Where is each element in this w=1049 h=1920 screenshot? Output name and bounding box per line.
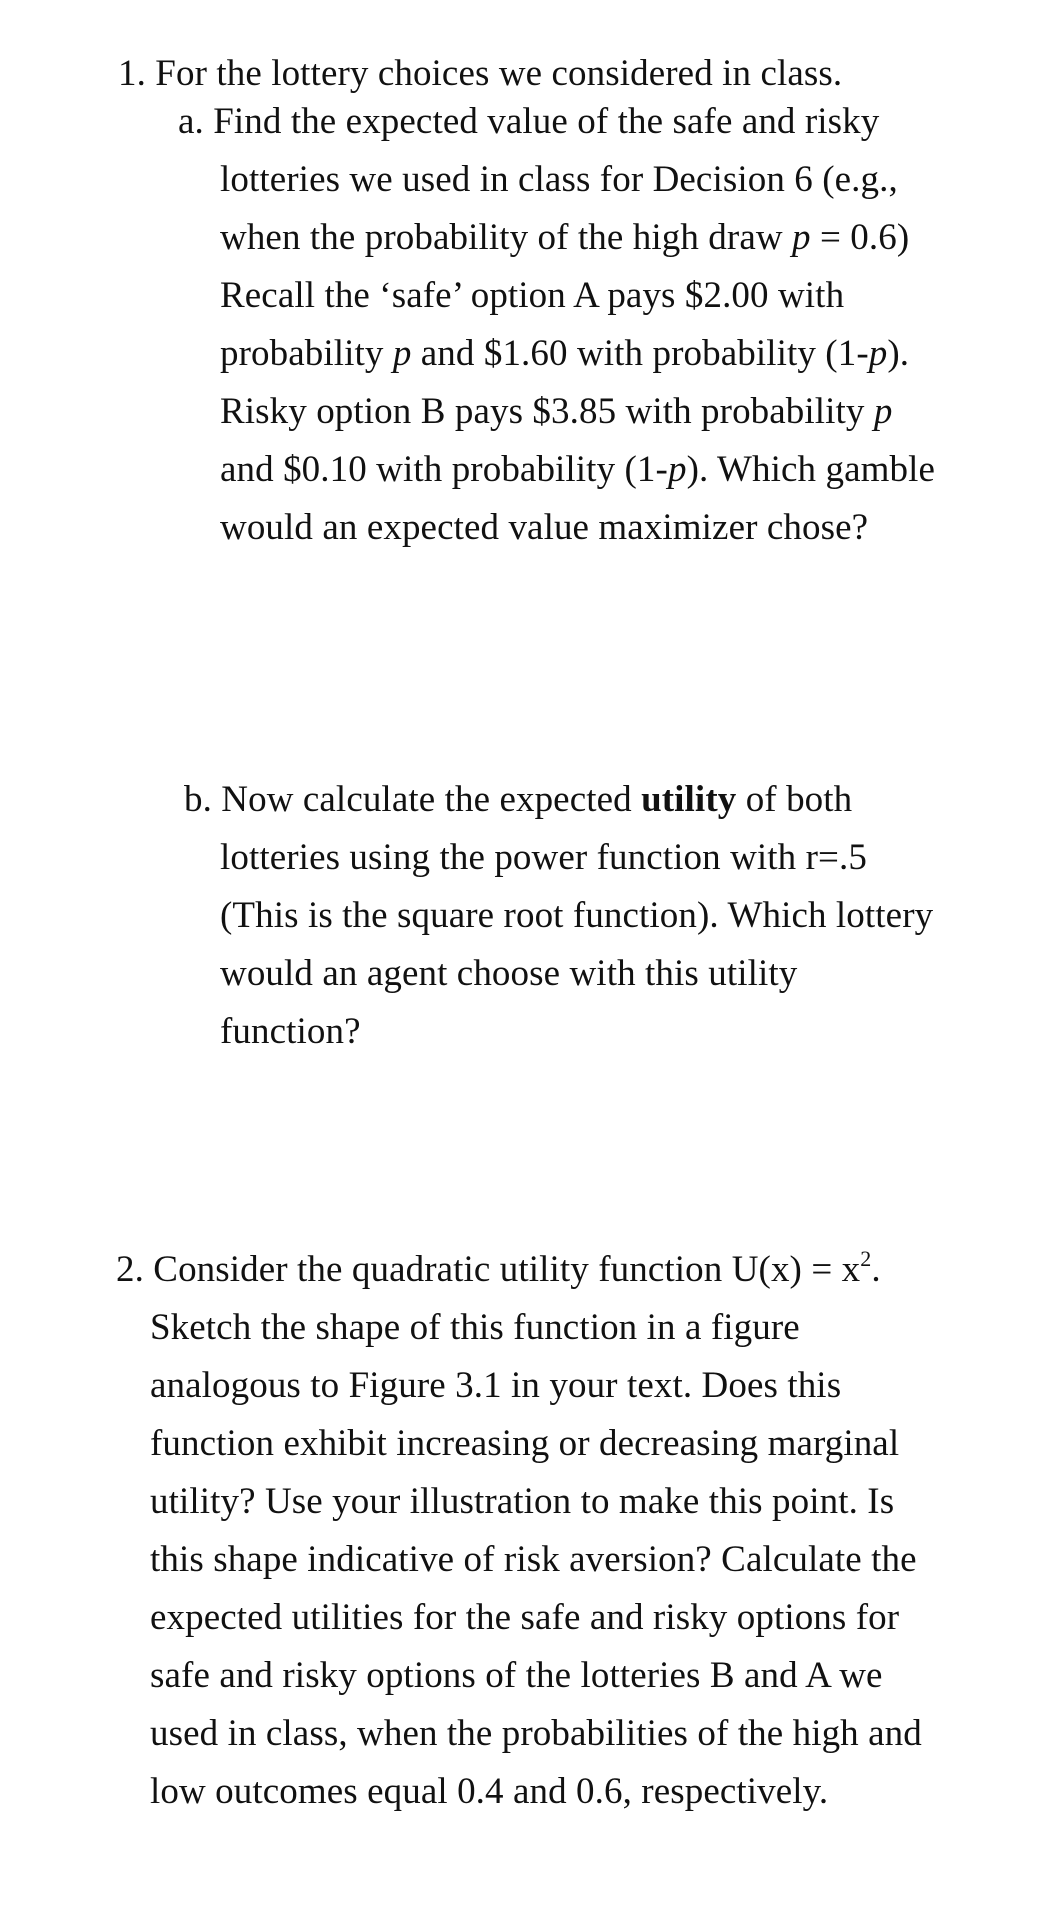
q1b-line-3: (This is the square root function). Which lottery — [220, 895, 934, 936]
q2-line-9: used in class, when the probabilities of the high and — [150, 1713, 922, 1754]
p-variable: p — [868, 333, 888, 374]
q1a-line-7-text: and $0.10 with probability (1- — [220, 449, 668, 490]
q1a-line-6-text: Risky option B pays $3.85 with probability — [220, 391, 874, 432]
q2-line-10: low outcomes equal 0.4 and 0.6, respectively. — [150, 1771, 829, 1812]
q1b-line-1 — [184, 778, 852, 822]
q1a-line-8: would an expected value maximizer chose? — [220, 507, 869, 548]
q1a-line-5-tail: and $1.60 with probability (1- — [411, 333, 869, 374]
q1b-line-5: function? — [220, 1011, 361, 1052]
q2-line-3: analogous to Figure 3.1 in your text. Does this — [150, 1365, 842, 1406]
q2-line-2: Sketch the shape of this function in a figure — [150, 1307, 800, 1348]
q1b-line-1-post: of both — [736, 779, 853, 820]
q2-line-1 — [116, 1245, 881, 1292]
q1a-line-3-text: when the probability of the high draw — [220, 217, 793, 258]
q2-line-7: expected utilities for the safe and risky options for — [150, 1597, 900, 1638]
p-value: = 0.6) — [810, 217, 910, 258]
p-variable: p — [873, 391, 893, 432]
q1a-line-5-text: probability — [220, 333, 393, 374]
p-variable: p — [792, 217, 811, 258]
q1a-line-2: lotteries we used in class for Decision 6 (e.g., — [220, 159, 898, 200]
q1a-line-1: a. Find the expected value of the safe and risky — [178, 101, 880, 142]
q2-exponent: 2 — [860, 1245, 872, 1271]
q1a-line-5 — [220, 332, 909, 376]
p-variable: p — [667, 449, 687, 490]
q2-line-5: utility? Use your illustration to make this point. Is — [150, 1481, 895, 1522]
q1b-utility-bold: utility — [641, 779, 737, 820]
q2-line-1-pre: 2. Consider the quadratic utility function U(x) = x — [116, 1249, 861, 1290]
q2-line-8: safe and risky options of the lotteries B and A we — [150, 1655, 883, 1696]
q1b-line-4: would an agent choose with this utility — [220, 953, 798, 994]
q1b-line-2: lotteries using the power function with r=.5 — [220, 837, 867, 878]
q1a-line-5-end: ). — [887, 333, 910, 374]
q2-line-6: this shape indicative of risk aversion? Calculate the — [150, 1539, 917, 1580]
q1a-line-3 — [220, 216, 909, 260]
q1-intro: 1. For the lottery choices we considered in class. — [118, 53, 843, 94]
q1a-line-6 — [220, 390, 892, 434]
q2-line-4: function exhibit increasing or decreasing marginal — [150, 1423, 900, 1464]
q1a-line-4: Recall the ‘safe’ option A pays $2.00 with — [220, 275, 845, 316]
q1a-line-7-tail: ). Which gamble — [686, 449, 936, 490]
q1a-line-7 — [220, 448, 935, 492]
q2-line-1-post: . — [871, 1249, 881, 1290]
p-variable: p — [392, 333, 412, 374]
q1b-line-1-pre: b. Now calculate the expected — [184, 779, 642, 820]
